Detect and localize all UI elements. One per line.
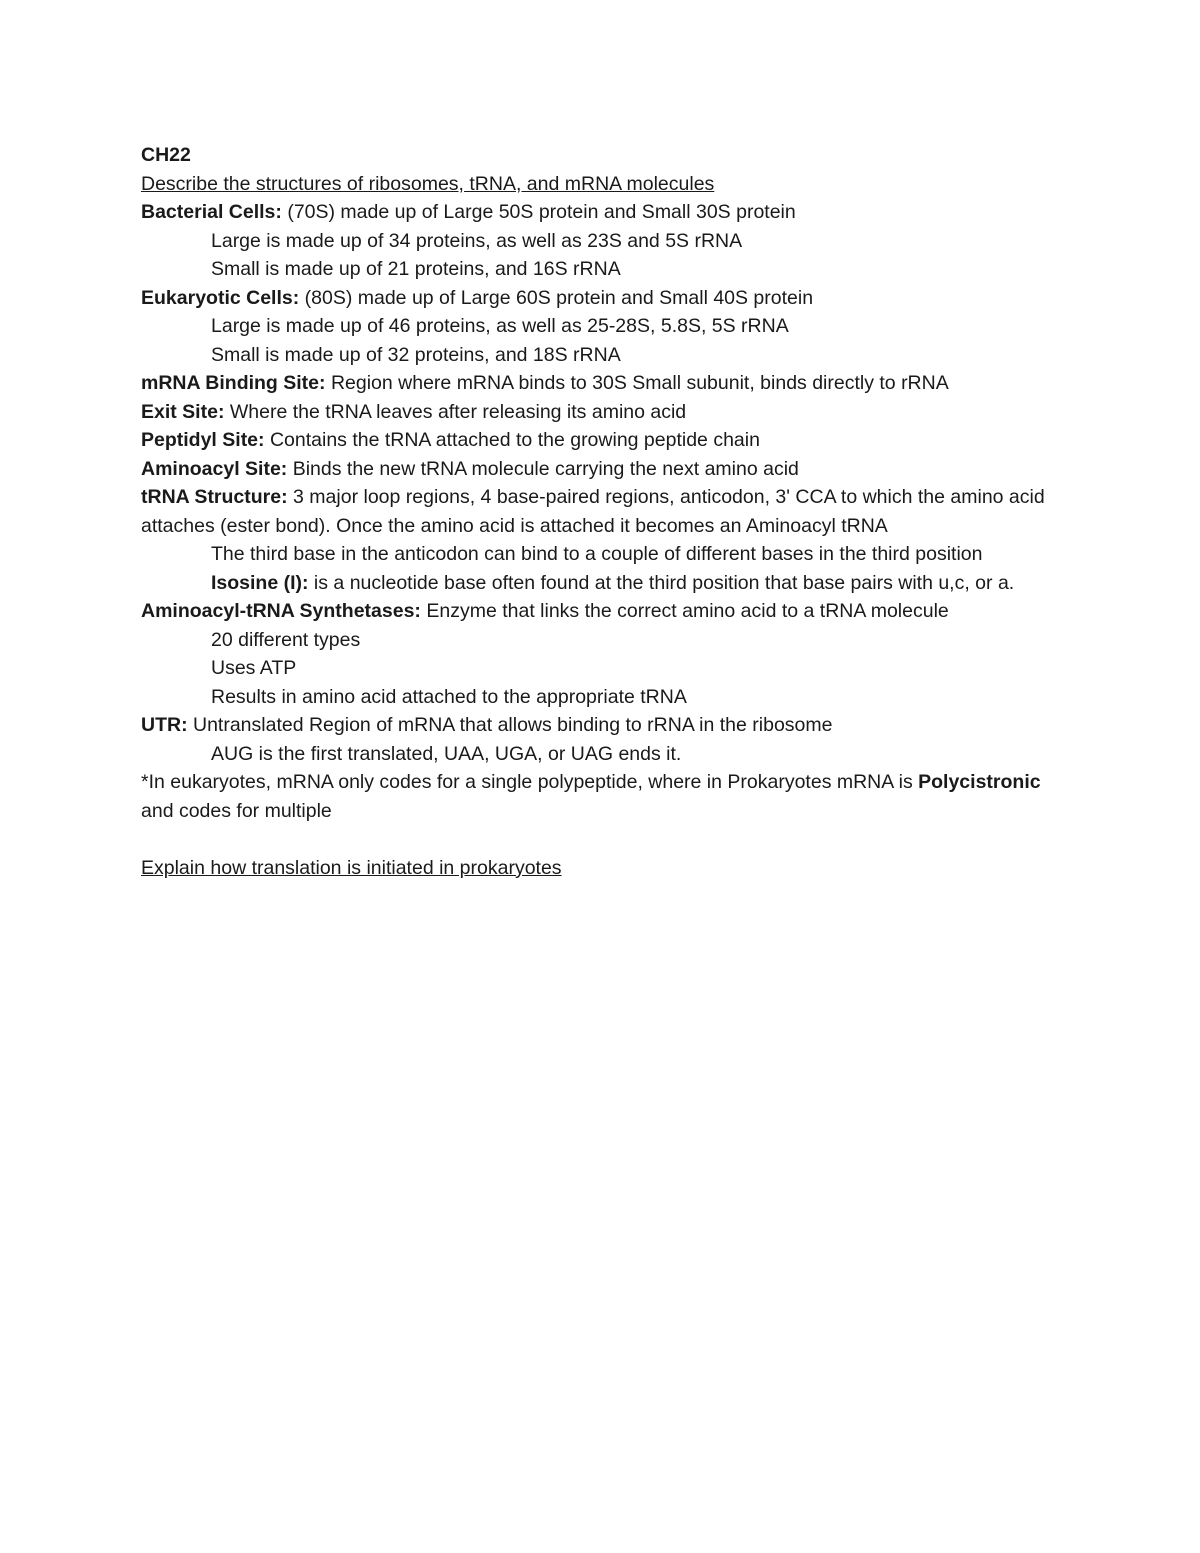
aminoacyl-site-text: Binds the new tRNA molecule carrying the next amino acid xyxy=(287,457,799,480)
bacterial-cells-label: Bacterial Cells: xyxy=(141,201,282,223)
section-heading-initiation: Explain how translation is initiated in prokaryotes xyxy=(141,856,562,879)
aminoacyl-site-label: Aminoacyl Site: xyxy=(141,457,288,480)
synthetases-item: Results in amino acid attached to the appropriate tRNA xyxy=(211,685,687,708)
exit-site-label: Exit Site: xyxy=(141,400,225,423)
utr-text: Untranslated Region of mRNA that allows binding to rRNA in the ribosome xyxy=(187,714,833,736)
utr-sub-line: AUG is the first translated, UAA, UGA, or UAG ends it. xyxy=(211,742,682,765)
exit-site-line xyxy=(141,398,1061,427)
document-page xyxy=(141,141,1061,882)
trna-wobble-paragraph: The third base in the anticodon can bind to a couple of different bases in the third position xyxy=(211,543,983,565)
section-heading-structures: Describe the structures of ribosomes, tRNA, and mRNA molecules xyxy=(141,172,715,195)
eukaryotic-large-subunit: Large is made up of 46 proteins, as well as 25-28S, 5.8S, 5S rRNA xyxy=(211,315,789,337)
note-text-after: and codes for multiple xyxy=(141,799,332,822)
synthetases-line xyxy=(141,597,1061,626)
note-polycistronic: Polycistronic xyxy=(918,771,1041,793)
synthetases-item: 20 different types xyxy=(211,628,361,651)
mrna-binding-site-label: mRNA Binding Site: xyxy=(141,372,326,394)
note-text-before: *In eukaryotes, mRNA only codes for a single polypeptide, where in Prokaryotes mRNA is xyxy=(141,771,919,793)
trna-structure-text: 3 major loop regions, 4 base-paired regions, anticodon, 3' CCA to which the amino acid attaches (ester bond). Once the amino acid is attached it becomes an Aminoacyl tRNA xyxy=(141,486,1045,537)
exit-site-text: Where the tRNA leaves after releasing its amino acid xyxy=(224,400,687,423)
mrna-binding-site-text: Region where mRNA binds to 30S Small subunit, binds directly to rRNA xyxy=(325,372,949,394)
bacterial-small-subunit: Small is made up of 21 proteins, and 16S rRNA xyxy=(211,258,621,280)
eukaryotic-small-subunit: Small is made up of 32 proteins, and 18S rRNA xyxy=(211,343,621,366)
trna-structure-label: tRNA Structure: xyxy=(141,486,288,508)
isosine-label: Isosine (I): xyxy=(211,571,309,594)
eukaryotic-cells-line xyxy=(141,284,1061,313)
peptidyl-site-text: Contains the tRNA attached to the growing peptide chain xyxy=(264,429,760,451)
peptidyl-site-label: Peptidyl Site: xyxy=(141,429,265,451)
aminoacyl-site-line xyxy=(141,455,1061,484)
bacterial-cells-line xyxy=(141,198,1061,227)
mrna-binding-site-line xyxy=(141,369,1061,398)
isosine-text: is a nucleotide base often found at the third position that base pairs with u,c, or a. xyxy=(308,571,1015,594)
blank-line xyxy=(141,825,1061,854)
utr-line xyxy=(141,711,1061,740)
bacterial-cells-text: (70S) made up of Large 50S protein and Small 30S protein xyxy=(281,201,796,223)
bacterial-large-subunit: Large is made up of 34 proteins, as well as 23S and 5S rRNA xyxy=(211,229,743,252)
trna-structure-paragraph xyxy=(141,483,1061,540)
synthetases-item: Uses ATP xyxy=(211,657,297,679)
peptidyl-site-line xyxy=(141,426,1061,455)
utr-label: UTR: xyxy=(141,714,188,736)
polycistronic-note xyxy=(141,768,1061,825)
chapter-title: CH22 xyxy=(141,144,191,166)
eukaryotic-cells-text: (80S) made up of Large 60S protein and Small 40S protein xyxy=(299,286,814,309)
synthetases-label: Aminoacyl-tRNA Synthetases: xyxy=(141,600,421,622)
eukaryotic-cells-label: Eukaryotic Cells: xyxy=(141,286,300,309)
isosine-paragraph xyxy=(141,569,1061,598)
synthetases-text: Enzyme that links the correct amino acid to a tRNA molecule xyxy=(420,600,949,622)
